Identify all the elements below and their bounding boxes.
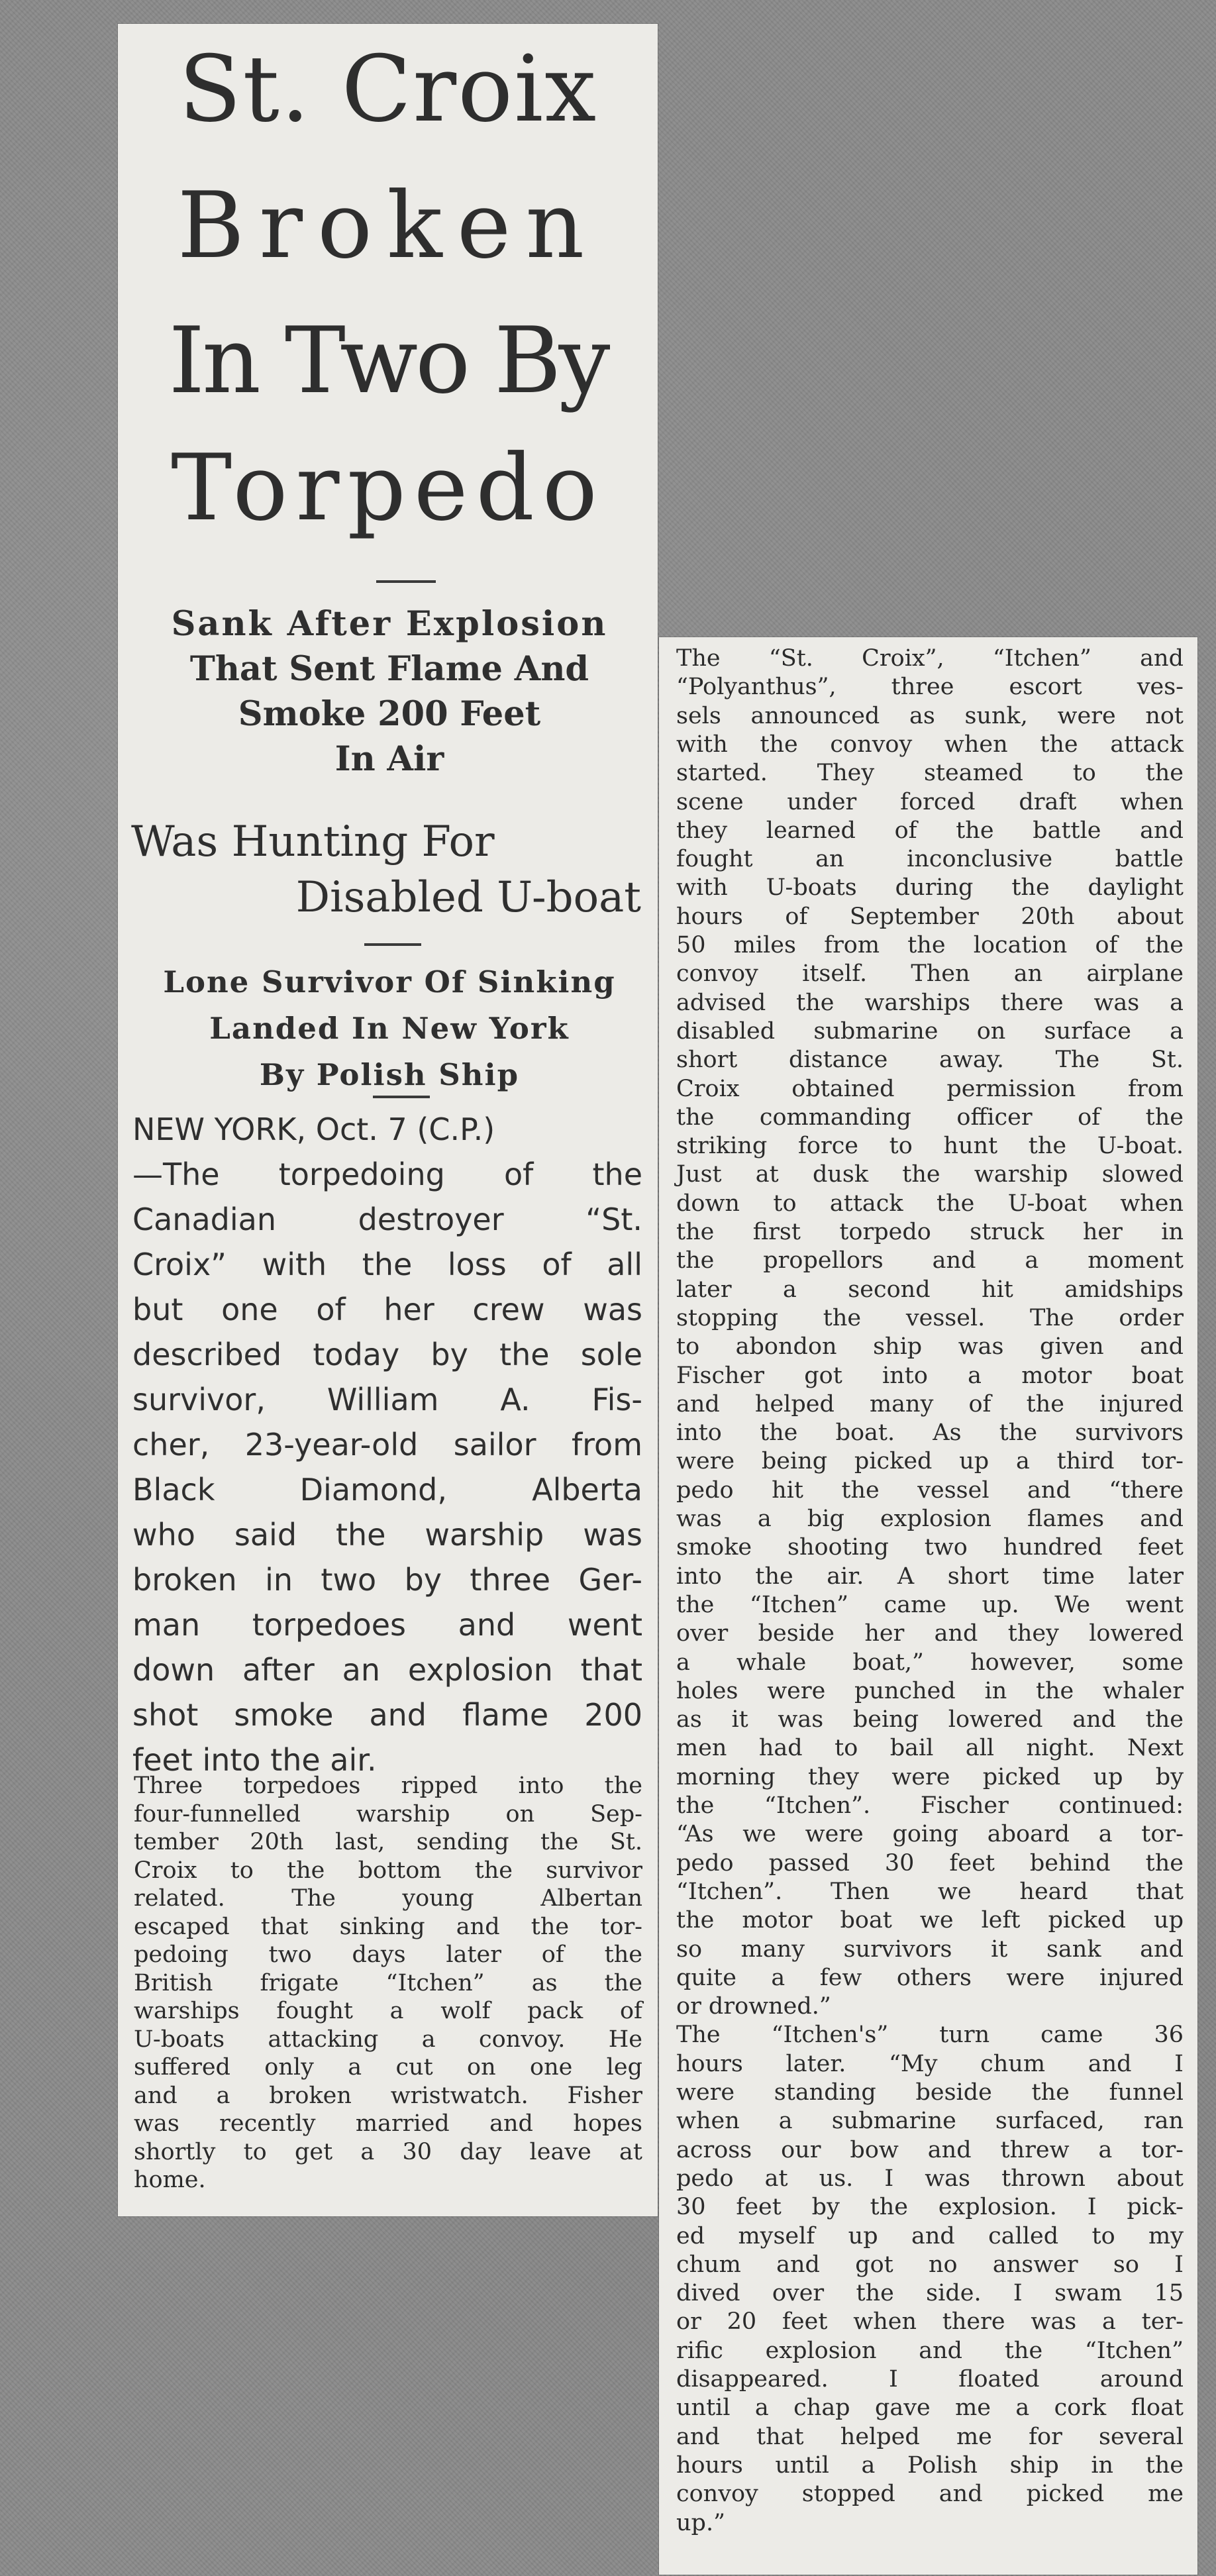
text-line: Three torpedoes ripped into the bbox=[134, 1773, 642, 1799]
text-line: hours later. “My chum and I bbox=[676, 2050, 1184, 2077]
text-line: the “Itchen”. Fischer continued: bbox=[676, 1792, 1184, 1819]
text-line: until a chap gave me a cork float bbox=[676, 2395, 1184, 2422]
text-line: dived over the side. I swam 15 bbox=[676, 2280, 1184, 2307]
text-line: pedo at us. I was thrown about bbox=[676, 2165, 1184, 2192]
text-line: home. bbox=[134, 2167, 206, 2193]
text-line: into the boat. As the survivors bbox=[676, 1419, 1184, 1447]
text-line: broken in two by three Ger- bbox=[132, 1562, 642, 1598]
subheadline-line: That Sent Flame And bbox=[189, 649, 589, 689]
text-line: chum and got no answer so I bbox=[676, 2251, 1184, 2278]
subheadline-line: Lone Survivor Of Sinking bbox=[163, 964, 616, 1000]
text-line: who said the warship was bbox=[132, 1517, 642, 1553]
text-line: down after an explosion that bbox=[132, 1652, 642, 1688]
text-line: the propellors and a moment bbox=[676, 1247, 1184, 1274]
newspaper-clipping-left bbox=[118, 24, 658, 2216]
text-line: shortly to get a 30 day leave at bbox=[134, 2138, 642, 2165]
text-line: suffered only a cut on one leg bbox=[134, 2054, 642, 2081]
subheadline-line: Smoke 200 Feet bbox=[238, 694, 541, 734]
text-line: holes were punched in the whaler bbox=[676, 1677, 1184, 1704]
text-line: and a broken wristwatch. Fisher bbox=[134, 2082, 642, 2109]
text-line: Just at dusk the warship slowed bbox=[676, 1161, 1184, 1188]
text-line: escaped that sinking and the tor- bbox=[134, 1913, 642, 1940]
headline-line: St. Croix bbox=[178, 36, 598, 142]
text-line: Croix” with the loss of all bbox=[132, 1247, 642, 1282]
text-line: ed myself up and called to my bbox=[676, 2222, 1184, 2249]
text-line: as it was being lowered and the bbox=[676, 1706, 1184, 1733]
subheadline-line: In Air bbox=[334, 739, 444, 779]
text-line: pedoing two days later of the bbox=[134, 1941, 642, 1968]
text-line: convoy itself. Then an airplane bbox=[676, 960, 1184, 988]
subheadline-line: Was Hunting For bbox=[131, 817, 495, 866]
text-line: short distance away. The St. bbox=[676, 1047, 1184, 1074]
subheadline-line: Disabled U-boat bbox=[295, 873, 641, 922]
text-line: were being picked up a third tor- bbox=[676, 1448, 1184, 1475]
text-line: across our bow and threw a tor- bbox=[676, 2136, 1184, 2163]
text-line: a whale boat,” however, some bbox=[676, 1649, 1184, 1676]
text-line: was recently married and hopes bbox=[134, 2110, 642, 2137]
headline-line: Torpedo bbox=[171, 435, 605, 541]
text-line: Black Diamond, Alberta bbox=[132, 1472, 642, 1508]
text-line: The “St. Croix”, “Itchen” and bbox=[676, 645, 1184, 672]
divider-rule bbox=[373, 1096, 430, 1098]
text-line: men had to bail all night. Next bbox=[676, 1735, 1184, 1762]
text-line: stopping the vessel. The order bbox=[676, 1304, 1184, 1331]
text-line: man torpedoes and went bbox=[132, 1607, 642, 1643]
text-line: was a big explosion flames and bbox=[676, 1506, 1184, 1532]
text-line: were standing beside the funnel bbox=[676, 2079, 1184, 2106]
text-line: the motor boat we left picked up bbox=[676, 1907, 1184, 1934]
text-line: hours until a Polish ship in the bbox=[676, 2451, 1184, 2479]
text-line: U-boats attacking a convoy. He bbox=[134, 2026, 642, 2053]
text-line: Croix to the bottom the survivor bbox=[134, 1857, 642, 1884]
text-line: tember 20th last, sending the St. bbox=[134, 1829, 642, 1855]
text-line: with U-boats during the daylight bbox=[676, 874, 1184, 902]
text-line: 30 feet by the explosion. I pick- bbox=[676, 2194, 1184, 2221]
text-line: and helped many of the injured bbox=[676, 1390, 1184, 1417]
text-line: 50 miles from the location of the bbox=[676, 932, 1184, 958]
text-line: smoke shooting two hundred feet bbox=[676, 1534, 1184, 1561]
text-line: morning they were picked up by bbox=[676, 1763, 1184, 1790]
text-line: started. They steamed to the bbox=[676, 760, 1184, 787]
text-line: striking force to hunt the U-boat. bbox=[676, 1133, 1184, 1160]
text-line: “Itchen”. Then we heard that bbox=[676, 1878, 1184, 1905]
text-line: NEW YORK, Oct. 7 (C.P.) bbox=[132, 1111, 495, 1147]
text-line: survivor, William A. Fis- bbox=[132, 1382, 642, 1417]
text-line: —The torpedoing of the bbox=[132, 1157, 642, 1192]
text-line: the “Itchen” came up. We went bbox=[676, 1591, 1184, 1618]
text-line: British frigate “Itchen” as the bbox=[134, 1969, 642, 1996]
text-line: fought an inconclusive battle bbox=[676, 846, 1184, 873]
text-line: down to attack the U-boat when bbox=[676, 1190, 1184, 1217]
text-line: quite a few others were injured bbox=[676, 1964, 1184, 1991]
text-line: Croix obtained permission from bbox=[676, 1075, 1184, 1102]
text-line: scene under forced draft when bbox=[676, 788, 1184, 815]
text-line: advised the warships there was a bbox=[676, 989, 1184, 1016]
text-line: feet into the air. bbox=[132, 1742, 377, 1778]
text-line: Fischer got into a motor boat bbox=[676, 1362, 1184, 1389]
text-line: pedo hit the vessel and “there bbox=[676, 1476, 1184, 1504]
text-line: hours of September 20th about bbox=[676, 903, 1184, 930]
text-line: cher, 23-year-old sailor from bbox=[132, 1427, 642, 1463]
text-line: “As we were going aboard a tor- bbox=[676, 1821, 1184, 1848]
subheadline-line: Landed In New York bbox=[209, 1011, 570, 1046]
text-line: the first torpedo struck her in bbox=[676, 1219, 1184, 1245]
text-line: over beside her and they lowered bbox=[676, 1620, 1184, 1647]
newspaper-clipping-right bbox=[659, 637, 1197, 2575]
text-line: four-funnelled warship on Sep- bbox=[134, 1800, 642, 1828]
text-line: Canadian destroyer “St. bbox=[132, 1202, 642, 1237]
text-line: described today by the sole bbox=[132, 1337, 642, 1372]
text-line: with the convoy when the attack bbox=[676, 731, 1184, 758]
text-line: related. The young Albertan bbox=[134, 1885, 642, 1912]
text-line: disappeared. I floated around bbox=[676, 2366, 1184, 2393]
text-line: or 20 feet when there was a ter- bbox=[676, 2308, 1184, 2336]
text-line: they learned of the battle and bbox=[676, 817, 1184, 844]
headline-line: Broken bbox=[177, 172, 599, 279]
divider-rule bbox=[364, 943, 421, 946]
text-line: sels announced as sunk, were not bbox=[676, 702, 1184, 729]
text-line: the commanding officer of the bbox=[676, 1104, 1184, 1131]
text-line: warships fought a wolf pack of bbox=[134, 1998, 642, 2024]
text-line: shot smoke and flame 200 bbox=[132, 1697, 642, 1733]
text-line: to abondon ship was given and bbox=[676, 1333, 1184, 1361]
divider-rule bbox=[376, 580, 436, 583]
text-line: so many survivors it sank and bbox=[676, 1935, 1184, 1963]
text-line: but one of her crew was bbox=[132, 1292, 642, 1327]
text-line: and that helped me for several bbox=[676, 2423, 1184, 2450]
subheadline-line: Sank After Explosion bbox=[171, 604, 608, 644]
text-line: pedo passed 30 feet behind the bbox=[676, 1849, 1184, 1877]
text-line: or drowned.” bbox=[676, 1993, 831, 2020]
text-line: when a submarine surfaced, ran bbox=[676, 2108, 1184, 2135]
text-line: rific explosion and the “Itchen” bbox=[676, 2337, 1184, 2364]
text-line: into the air. A short time later bbox=[676, 1563, 1184, 1590]
text-line: convoy stopped and picked me bbox=[676, 2481, 1184, 2508]
text-line: up.” bbox=[676, 2509, 725, 2536]
text-line: later a second hit amidships bbox=[676, 1276, 1184, 1303]
text-line: “Polyanthus”, three escort ves- bbox=[676, 674, 1184, 701]
text-line: The “Itchen's” turn came 36 bbox=[676, 2022, 1184, 2049]
headline-line: In Two By bbox=[168, 307, 608, 414]
text-line: disabled submarine on surface a bbox=[676, 1017, 1184, 1045]
subheadline-line: By Polish Ship bbox=[259, 1057, 520, 1092]
